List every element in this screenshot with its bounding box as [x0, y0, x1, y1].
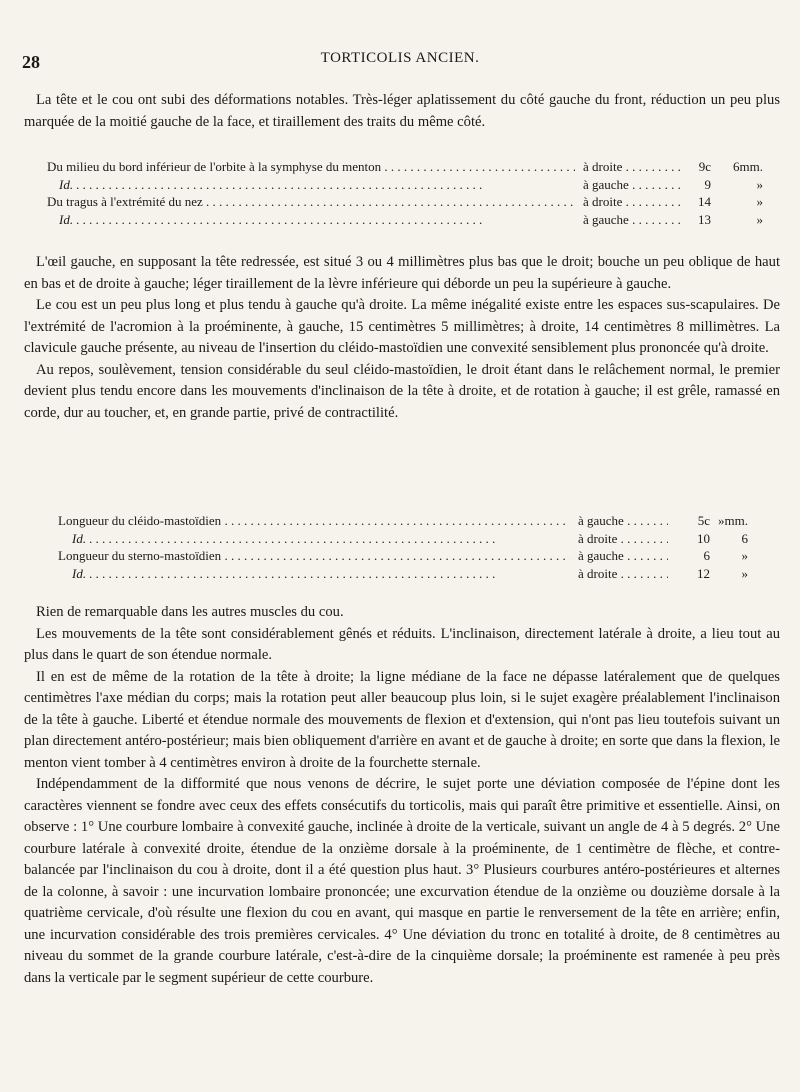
paragraph: L'œil gauche, en supposant la tête redressée, est situé 3 ou 4 millimètres plus bas que le droit; bouche un peu oblique de haut en bas et de droite à gauche; léger tiraillement de la lèvre inférieure qui déborde un peu la supérieure à gauche. — [24, 254, 780, 292]
text-block-3 — [24, 602, 780, 989]
measurement-row — [58, 512, 778, 530]
measurement-side: à droite . . . — [583, 193, 683, 211]
paragraph: Indépendamment de la difformité que nous venons de décrire, le sujet porte une déviation composée de l'épine dont les caractères viennent se fondre avec ceux des effets consécutifs du torticolis, mais qui paraît être primitive et essentielle. Ainsi, on observe : 1° Une courbure lombaire à convexité gauche, inclinée à droite de la verticale, suivant un angle de 4 à 5 degrés. 2° Une courbure latérale à convexité droite, étendue de la onzième dorsale à la proéminente, de 1 centimètre de flèche, et contre-balancée par l'inclinaison du cou à droite, dont il a été question plus haut. 3° Plusieurs courbures antéro-postérieures et alternes de la colonne, à savoir : une incurvation lombaire prononcée; une excurvation étendue de la onzième ou douzième dorsale à la quatrième cervicale, d'où résulte une flexion du cou en avant, qui masque en partie le renversement de la tête en arrière; enfin, une incurvation considérable des trois premières cervicales. 4° Une déviation du tronc en totalité à droite, de 8 centimètres au niveau du sommet de la grande courbure latérale, c'est-à-dire de la cinquième dorsale; la proéminente est ramenée à peu près dans la verticale par le segment supérieur de cette courbure. — [24, 776, 780, 986]
measurement-label: Id. . . . — [72, 530, 570, 548]
measurement-unit: » — [756, 176, 763, 192]
measurement-side: à droite . . . — [578, 530, 668, 548]
measurement-unit: 6 — [741, 530, 748, 546]
measurement-row — [47, 176, 787, 194]
measurement-table-muscles — [58, 512, 778, 582]
paragraph: Le cou est un peu plus long et plus tendu à gauche qu'à droite. La même inégalité existe entre les espaces sus-scapulaires. De l'extrémité de l'acromion à la proéminente, à gauche, 15 centimètres 5 millimètres; à droite, 14 centimètres 8 millimètres. La clavicule gauche présente, au niveau de l'insertion du cléido-mastoïdien une convexité sensiblement plus prononcée qu'à droite. — [24, 297, 780, 356]
measurement-label: Du tragus à l'extrémité du nez . . . — [47, 193, 575, 211]
measurement-value: 13 — [698, 211, 711, 227]
measurement-side: à gauche . . . — [578, 547, 668, 565]
measurement-unit: » — [741, 548, 748, 563]
measurement-side: à gauche . . . — [583, 211, 683, 229]
measurement-row — [47, 211, 787, 229]
text-block-1 — [24, 90, 780, 133]
measurement-row — [58, 547, 778, 565]
measurement-side: à gauche . . . — [578, 512, 668, 530]
paragraph: Rien de remarquable dans les autres muscles du cou. — [36, 604, 344, 620]
paragraph: Les mouvements de la tête sont considérablement gênés et réduits. L'inclinaison, directement latérale à droite, a lieu tout au plus dans le quart de son étendue normale. — [24, 625, 780, 663]
measurement-unit: » — [741, 565, 748, 581]
page-header — [0, 48, 800, 72]
measurement-unit: » — [756, 211, 763, 227]
measurement-side: à droite . . . — [583, 158, 683, 176]
measurement-value: 10 — [697, 530, 710, 546]
measurement-unit: 6mm. — [733, 159, 763, 174]
measurement-label: Longueur du cléido-mastoïdien . . . — [58, 512, 570, 530]
measurement-value: 9c — [698, 159, 711, 174]
measurement-value: 12 — [697, 565, 710, 581]
running-title: TORTICOLIS ANCIEN. — [320, 50, 480, 66]
measurement-unit: » — [756, 194, 763, 209]
text-block-2 — [24, 252, 780, 424]
measurement-row — [58, 530, 778, 548]
measurement-side: à droite . . . — [578, 565, 668, 583]
paragraph: La tête et le cou ont subi des déformations notables. Très-léger aplatissement du côté gauche du front, réduction un peu plus marquée de la moitié gauche de la face, et tiraillement des traits du même côté. — [24, 92, 780, 130]
paragraph: Au repos, soulèvement, tension considérable du seul cléido-mastoïdien, le droit étant dans le relâchement normal, le premier devient plus tendu encore dans les mouvements d'inclinaison de la tête à droite, et de rotation à gauche; il est grêle, ramassé en corde, dur au toucher, et, en grande partie, privé de contractilité. — [24, 361, 780, 421]
measurement-row — [47, 193, 787, 211]
measurement-label: Id. . . . — [72, 565, 570, 583]
measurement-row — [58, 565, 778, 583]
measurement-value: 14 — [698, 194, 711, 209]
measurement-value: 5c — [697, 513, 710, 528]
measurement-label: Id. . . . — [59, 211, 575, 229]
measurement-side: à gauche . . . — [583, 176, 683, 194]
page-number: 28 — [22, 52, 40, 72]
measurement-table-face — [47, 158, 787, 228]
measurement-value: 6 — [703, 548, 710, 563]
measurement-unit: »mm. — [718, 513, 748, 528]
measurement-value: 9 — [704, 176, 711, 192]
measurement-label: Id. . . . — [59, 176, 575, 194]
measurement-label: Longueur du sterno-mastoïdien . . . — [58, 547, 570, 565]
paragraph: Il en est de même de la rotation de la tête à droite; la ligne médiane de la face ne dépasse latéralement que de quelques centimètres l'axe médian du corps; mais la rotation peut aller beaucoup plus loin, si le sujet exagère préalablement l'inclinaison de la tête à gauche. Liberté et étendue normale des mouvements de flexion et d'extension, qui n'ont pas lieu toutefois suivant un plan directement antéro-postérieur; mais bien obliquement d'arrière en avant et de gauche à droite; en sorte que dans la flexion, le menton vient tomber à 4 centimètres environ à droite de la fourchette sternale. — [24, 668, 780, 771]
measurement-label: Du milieu du bord inférieur de l'orbite à la symphyse du menton . . . — [47, 158, 575, 176]
measurement-row — [47, 158, 787, 176]
